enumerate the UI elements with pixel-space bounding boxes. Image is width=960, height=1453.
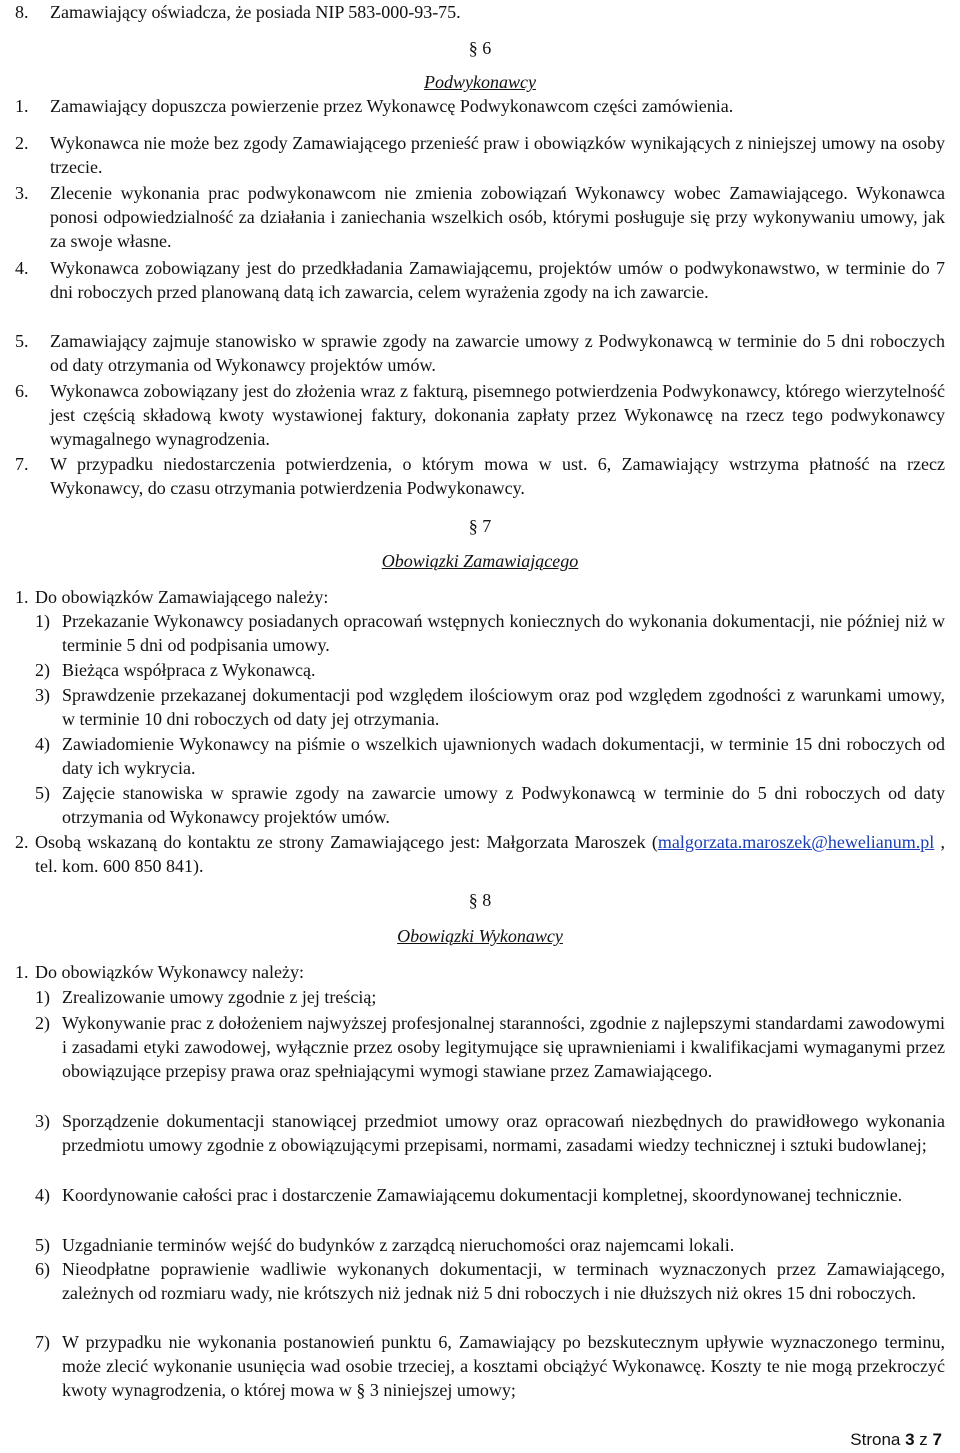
- sub-item-number: 1): [35, 611, 50, 631]
- sub-item: [15, 1183, 945, 1207]
- page-current: 3: [905, 1430, 915, 1449]
- item-text: Zamawiający oświadcza, że posiada NIP 583-000-93-75.: [50, 2, 461, 22]
- sub-item-text: Koordynowanie całości prac i dostarczenie Zamawiającemu dokumentacji kompletnej, skoordynowanej technicznie.: [62, 1185, 903, 1205]
- section-title: Podwykonawcy: [424, 72, 536, 92]
- sub-item-number: 4): [35, 734, 50, 754]
- sub-item-text: Nieodpłatne poprawienie wadliwie wykonanych dokumentacji, w terminach wyznaczonych przez Zamawiającego, zależnych od rozmiaru wady, nie krótszych niż jednak niż 5 dni roboczych i nie dłuższych niż okres 15 dni roboczych.: [62, 1259, 945, 1303]
- item-number: 8.: [15, 2, 29, 22]
- sub-item-number: 5): [35, 783, 50, 803]
- sub-item: [15, 658, 945, 682]
- sub-item-text: Sprawdzenie przekazanej dokumentacji pod względem ilościowym oraz pod względem zgodności z warunkami umowy, w terminie 10 dni roboczych od daty jej otrzymania.: [62, 685, 945, 729]
- section-sign: § 7: [468, 516, 492, 536]
- item-text: Zlecenie wykonania prac podwykonawcom nie zmienia zobowiązań Wykonawcy wobec Zamawiającego. Wykonawca ponosi odpowiedzialność za działania i zaniechania wszelkich osób, którymi posługuje się przy wykonywaniu umowy, jak za swoje własne.: [50, 183, 945, 251]
- item-number: 6.: [15, 381, 29, 401]
- sub-item: [15, 683, 945, 731]
- sub-item-number: 7): [35, 1332, 50, 1352]
- item-number: 2.: [15, 133, 29, 153]
- list-item: [15, 585, 945, 609]
- sub-item-number: 3): [35, 685, 50, 705]
- sub-item-text: Uzgadnianie terminów wejść do budynków z zarządcą nieruchomości oraz najemcami lokali.: [62, 1235, 735, 1255]
- sub-item-number: 6): [35, 1259, 50, 1279]
- sub-item-number: 3): [35, 1111, 50, 1131]
- item-number: 5.: [15, 331, 29, 351]
- sub-item-text: Sporządzenie dokumentacji stanowiącej przedmiot umowy oraz opracowań niezbędnych do prawidłowego wykonania przedmiotu umowy zgodnie z obowiązującymi przepisami, normami, zasadami wiedzy technicznej i sztuki budowlanej;: [62, 1111, 945, 1155]
- page-sep: z: [919, 1430, 928, 1449]
- item-number: 1.: [15, 587, 29, 607]
- sub-item-text: Zrealizowanie umowy zgodnie z jej treścią;: [62, 987, 377, 1007]
- item-number: 2.: [15, 832, 29, 852]
- list-item: [15, 379, 945, 451]
- item-text: [35, 830, 945, 878]
- sub-item-number: 5): [35, 1235, 50, 1255]
- sub-item-text: Przekazanie Wykonawcy posiadanych opracowań wstępnych koniecznych do wykonania dokumentacji, nie później niż w terminie 5 dni od podpisania umowy.: [62, 611, 945, 655]
- sub-item: [15, 1011, 945, 1083]
- sub-item: [15, 1109, 945, 1157]
- item-text: Wykonawca zobowiązany jest do złożenia wraz z fakturą, pisemnego potwierdzenia Podwykonawcy, którego wierzytelność jest częścią składową kwoty wystawionej faktury, dokonania zapłaty przez Wykonawcę na rzecz tego podwykonawcy wymagalnego wynagrodzenia.: [50, 381, 945, 449]
- sub-item: [15, 985, 945, 1009]
- sub-item: [15, 1233, 945, 1257]
- sub-item: [15, 781, 945, 829]
- sub-item: [15, 609, 945, 657]
- list-item: [15, 329, 945, 377]
- list-item: [15, 256, 945, 304]
- item-text: Do obowiązków Wykonawcy należy:: [35, 962, 305, 982]
- item-number: 1.: [15, 962, 29, 982]
- item-number: 1.: [15, 96, 29, 116]
- sub-item-number: 1): [35, 987, 50, 1007]
- list-item: [15, 452, 945, 500]
- item-text: Zamawiający dopuszcza powierzenie przez Wykonawcę Podwykonawcom części zamówienia.: [50, 96, 734, 116]
- list-item: [15, 94, 945, 118]
- section-title: Obowiązki Zamawiającego: [381, 551, 579, 571]
- item-text: Do obowiązków Zamawiającego należy:: [35, 587, 329, 607]
- section-title: Obowiązki Wykonawcy: [397, 926, 563, 946]
- sub-item-text: Wykonywanie prac z dołożeniem najwyższej profesjonalnej staranności, zgodnie z najlepszymi standardami zawodowymi i zasadami etyki zawodowej, wyłącznie przez osoby legitymujące się uprawnieniami i kwalifikacjami wymaganymi przez obowiązujące przepisy prawa oraz spełniającymi wymogi stawiane przez Zamawiającego.: [62, 1013, 945, 1081]
- item-number: 4.: [15, 258, 29, 278]
- item-text: Wykonawca zobowiązany jest do przedkładania Zamawiającemu, projektów umów o podwykonawstwo, w terminie do 7 dni roboczych przed planowaną datą ich zawarcia, celem wyrażenia zgody na ich zawarcie.: [50, 258, 945, 302]
- section-sign: § 8: [468, 890, 492, 910]
- item-number: 7.: [15, 454, 29, 474]
- sub-item-text: Zawiadomienie Wykonawcy na piśmie o wszelkich ujawnionych wadach dokumentacji, w terminie 15 dni roboczych od daty ich wykrycia.: [62, 734, 945, 778]
- sub-item-number: 4): [35, 1185, 50, 1205]
- sub-item-text: W przypadku nie wykonania postanowień punktu 6, Zamawiający po bezskutecznym upływie wyznaczonego terminu, może zlecić wykonanie usunięcia wad osobie trzeciej, a kosztami obciążyć Wykonawcę. Koszty te nie mogą przekroczyć kwoty wynagrodzenia, o której mowa w § 3 niniejszej umowy;: [62, 1332, 945, 1400]
- list-item: [15, 131, 945, 179]
- phone-text: , tel. kom. 600 850 841).: [35, 832, 946, 876]
- list-item: [15, 0, 945, 24]
- list-item: [15, 181, 945, 253]
- list-item: [15, 960, 945, 984]
- email-link[interactable]: malgorzata.maroszek@hewelianum.pl: [657, 832, 935, 852]
- section-sign: § 6: [468, 38, 492, 58]
- sub-item: [15, 1330, 945, 1402]
- sub-item-text: Zajęcie stanowiska w sprawie zgody na zawarcie umowy z Podwykonawcą w terminie do 5 dni roboczych od daty otrzymania od Wykonawcy projektów umów.: [62, 783, 945, 827]
- sub-item-text: Bieżąca współpraca z Wykonawcą.: [62, 660, 316, 680]
- sub-item: [15, 1257, 945, 1305]
- sub-item-number: 2): [35, 1013, 50, 1033]
- item-number: 3.: [15, 183, 29, 203]
- page-label: Strona: [850, 1430, 901, 1449]
- item-text: W przypadku niedostarczenia potwierdzenia, o którym mowa w ust. 6, Zamawiający wstrzyma płatność na rzecz Wykonawcy, do czasu otrzymania potwierdzenia Podwykonawcy.: [50, 454, 945, 498]
- page-number: [850, 1428, 942, 1452]
- item-text: Zamawiający zajmuje stanowisko w sprawie zgody na zawarcie umowy z Podwykonawcą w terminie do 5 dni roboczych od daty otrzymania od Wykonawcy projektów umów.: [50, 331, 945, 375]
- page-total: 7: [932, 1430, 942, 1449]
- contact-text: Osobą wskazaną do kontaktu ze strony Zamawiającego jest: Małgorzata Maroszek (: [35, 832, 658, 852]
- item-text: Wykonawca nie może bez zgody Zamawiającego przenieść praw i obowiązków wynikających z niniejszej umowy na osoby trzecie.: [50, 133, 945, 177]
- sub-item: [15, 732, 945, 780]
- list-item: [15, 830, 945, 878]
- sub-item-number: 2): [35, 660, 50, 680]
